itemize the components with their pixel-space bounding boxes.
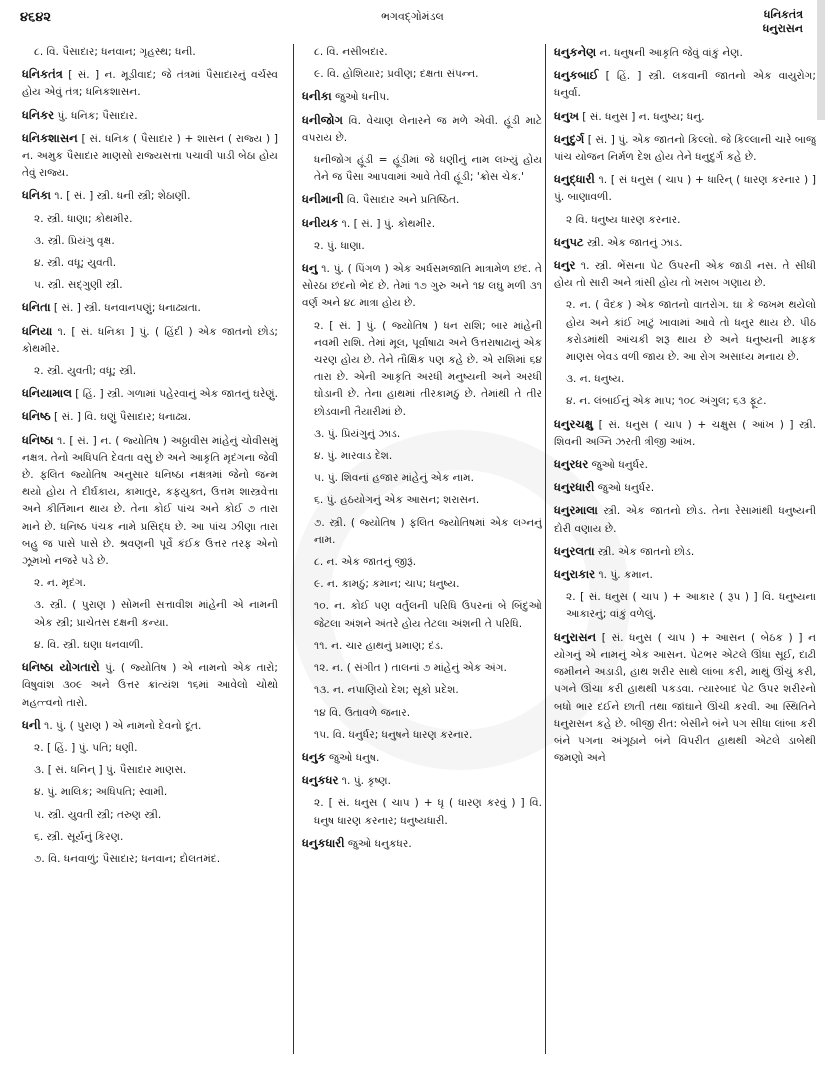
headword: ધનિકતંત્ર bbox=[22, 67, 63, 82]
definition-text: ૧૩. ન. નપાણિયો દેશ; સૂકો પ્રદેશ. bbox=[314, 684, 459, 697]
headword: ધનુરધારી bbox=[554, 480, 595, 495]
headword: ધનિષ્ઠા યોગતારો bbox=[22, 660, 100, 675]
definition-text: જુઓ ધનીપ. bbox=[331, 91, 390, 104]
headword: ધનિષ્ઠા bbox=[22, 432, 54, 447]
entry-sense bbox=[302, 598, 542, 632]
definition-text: જુઓ ધનુર્ધર. bbox=[588, 459, 648, 472]
entry-sense bbox=[302, 515, 542, 549]
headword: ધનિતા bbox=[22, 300, 51, 315]
entry-sense bbox=[22, 44, 278, 61]
entry-sense bbox=[302, 238, 542, 255]
definition-text: ૧. સ્ત્રી. ભેંસના પેટ ઉપરની એક જાડી નસ. તે સીધી હોય તો સારી અને ત્રાંસી હોય તો ખરાબ ગણાય છે. bbox=[554, 260, 816, 290]
entry-sense bbox=[302, 426, 542, 443]
definition-text: [ સં. ] સ્ત્રી. ધનવાનપણું; ધનાઢ્યતા. bbox=[50, 302, 201, 315]
definition-text: ૧૦. ન. કોઈ પણ વર્તુલની પરિધિ ઉપરનાં બે બિંદુઓ જેટલા અંશને અંતરે હોય તેટલા અંશની તે પરિધિ. bbox=[314, 600, 542, 630]
entry-sense bbox=[554, 371, 816, 388]
entry-sense bbox=[302, 727, 542, 744]
definition-text: ૨. ન. મૃદંગ. bbox=[34, 577, 87, 590]
entry-sense bbox=[302, 638, 542, 655]
dictionary-entry bbox=[302, 215, 542, 233]
entry-sense bbox=[302, 660, 542, 677]
definition-text: [ સં. ] પું. એક જાતનો કિલ્લો. જે કિલ્લાની ચારે બાજુ પાંચ યોજન નિર્મળ દેશ હોય તેને ધનુદુર્ગ કહે છે. bbox=[554, 133, 816, 164]
dictionary-entry bbox=[554, 257, 816, 292]
entry-sense bbox=[554, 297, 816, 366]
dictionary-entry bbox=[554, 67, 816, 102]
dictionary-entry bbox=[302, 260, 542, 313]
definition-text: ૯. ન. કામઠું; કમાન; ચાપ; ધનુષ્ય. bbox=[314, 578, 460, 591]
definition-text: ૭. વિ. ધનવાળું; પૈસાદાર; ધનવાન; દોલતમંદ. bbox=[34, 852, 221, 865]
definition-text: [ સં. ] વિ. ઘણું પૈસાદાર; ધનાઢ્ય. bbox=[50, 411, 192, 424]
definition-text: ૭. સ્ત્રી. ( જ્યોતિષ ) ફલિત જ્યોતિષમાં એક લગ્નનું નામ. bbox=[314, 516, 542, 546]
definition-text: ૨. [ હિં. ] પું. પતિ; ધણી. bbox=[34, 741, 138, 754]
definition-text: ૧. [ સં. ] ન. ( જ્યોતિષ ) અઠ્ઠાવીસ માંહેનું ચોવીસમું નક્ષત્ર. તેનો અધિપતિ દેવતા વસુ છે અને આકૃતિ મૃદંગના જેવી છે. ફલિત જ્યોતિષ અનુસાર ધનિષ્ઠા નક્ષત્રમાં જેનો જન્મ થયો હોય તે દીર્ઘકાય, કામાતુર, કફયુક્ત, ઉત્તમ શાસ્ત્રવેત્તા અને કીર્તિમાન થાય છે. તેના કોઈ પાંચ અને કોઈ ૭ તારા માને છે. ધનિષ્ઠ પંચક નામે પ્રસિદ્ધ છે. આ પાંચ ઝીણા તારા બહુ જ પાસે પાસે છે. શ્રવણની પૂર્વે કંઈક ઉત્તર તરફ એનો ઝૂમખો નજરે પડે છે. bbox=[22, 434, 278, 568]
dictionary-entry bbox=[22, 432, 278, 571]
entry-sense bbox=[302, 554, 542, 571]
column-3 bbox=[545, 44, 816, 1054]
definition-text: ૫. સ્ત્રી. સદ્ગુણી સ્ત્રી. bbox=[34, 279, 123, 292]
definition-text: ન. ધનુષની આકૃતિ જેવું વાંકું નેણ. bbox=[596, 47, 743, 59]
definition-text: ૮. વિ. પૈસાદાર; ધનવાન; ગૃહસ્થ; ધની. bbox=[34, 46, 196, 58]
dictionary-entry bbox=[554, 416, 816, 451]
definition-text: ૨. ન. ( વૈદક ) એક જાતનો વાતરોગ. ઘા કે જખમ થયેલો હોય અને કાંઈ ખાટું ખાવામાં આવે તો ધનુર થાય છે. પીઠ કરોડમાંથી આંચકી શરૂ થાય છે અને ધનુષ્યની માફક માણસ બેવડ વળી જાય છે. આ રોગ અસાધ્ય મનાય છે. bbox=[566, 299, 816, 364]
entry-sense bbox=[302, 318, 542, 421]
headword: ધનિયામાલ bbox=[22, 386, 72, 401]
definition-text: ૪. પું. મારવાડ દેશ. bbox=[314, 450, 393, 463]
dictionary-entry bbox=[22, 323, 278, 358]
headword: ધનુ bbox=[302, 261, 318, 276]
definition-text: ૨. [ સં. ધનુસ ( ચાપ ) + ધૃ ( ધારણ કરવું ) ] વિ. ધનુષ ધારણ કરનાર; ધનુષ્યધારી. bbox=[314, 797, 542, 827]
definition-text: ૧૫. વિ. ધનુર્ધર; ધનુષને ધારણ કરનાર. bbox=[314, 728, 473, 741]
definition-text: ૯. વિ. હોશિયાર; પ્રવીણ; દક્ષતા સંપન્ન. bbox=[314, 68, 479, 81]
headword: ધનીયક bbox=[302, 215, 339, 230]
definition-text: ૧. પું. કમાન. bbox=[595, 569, 653, 582]
entry-sense bbox=[302, 576, 542, 593]
entry-sense bbox=[22, 233, 278, 250]
entry-sense bbox=[554, 393, 816, 410]
entry-sense bbox=[22, 851, 278, 868]
definition-text: ૧. પું. કૃષ્ણ. bbox=[338, 775, 392, 788]
dictionary-entry bbox=[302, 191, 542, 209]
dictionary-entry bbox=[22, 717, 278, 735]
dictionary-entry bbox=[22, 187, 278, 205]
dictionary-entry bbox=[554, 108, 816, 126]
headword: ધની bbox=[22, 717, 41, 732]
definition-text: ૨. સ્ત્રી. ધાણા; કોથમીર. bbox=[34, 212, 133, 225]
dictionary-columns bbox=[0, 44, 825, 1064]
dictionary-entry bbox=[554, 44, 816, 62]
dictionary-entry bbox=[302, 112, 542, 147]
entry-sense bbox=[554, 589, 816, 623]
definition-text: ૧. પું. ( પુરાણ ) એ નામનો દેવનો દૂત. bbox=[40, 719, 202, 732]
guide-words bbox=[763, 8, 803, 36]
dictionary-entry bbox=[22, 385, 278, 403]
guide-word-first: ધનિકતંત્ર bbox=[763, 8, 803, 21]
headword: ધનીકા bbox=[302, 89, 332, 104]
entry-sense bbox=[302, 705, 542, 722]
definition-text: ૪. ન. લંબાઈનું એક માપ; ૧૦૮ અંગુલ; ૬૩ ફૂટ. bbox=[566, 395, 767, 408]
dictionary-entry bbox=[22, 66, 278, 101]
entry-sense bbox=[302, 492, 542, 509]
definition-text: ૧. પું. ( પિંગળ ) એક અર્ધસમજાતિ માત્રામેળ છંદ. તે સોરઠા છંદનો ભેદ છે. તેમાં ૧૭ ગુરુ અને ૧૪ લઘુ મળી ૩૧ વર્ણ અને ૪૮ માત્રા હોય છે. bbox=[302, 263, 542, 310]
headword: ધનુકધારી bbox=[302, 835, 345, 850]
headword: ધનિકશાસન bbox=[22, 130, 78, 145]
dictionary-entry bbox=[22, 299, 278, 317]
headword: ધનુકબાઈ bbox=[554, 68, 599, 83]
running-title: ભગવદ્ગોમંડલ bbox=[381, 10, 444, 23]
definition-text: ૩. [ સં. ધનિન્ ] પું. પૈસાદાર માણસ. bbox=[34, 764, 187, 777]
definition-text: ૬. સ્ત્રી. સૂર્યનું કિરણ. bbox=[34, 830, 124, 843]
dictionary-entry bbox=[554, 171, 816, 206]
dictionary-entry bbox=[22, 408, 278, 426]
headword: ધનિકા bbox=[22, 188, 52, 203]
entry-sense bbox=[302, 152, 542, 186]
dictionary-entry bbox=[302, 749, 542, 767]
entry-sense bbox=[302, 44, 542, 61]
entry-sense bbox=[302, 448, 542, 465]
headword: ધનુદુર્ગ bbox=[554, 131, 585, 146]
headword: ધનીમાની bbox=[302, 192, 344, 207]
definition-text: સ્ત્રી. એક જાતનો છોડ. તેના રેસામાંથી ધનુષ્યની દોરી વણાય છે. bbox=[554, 505, 816, 535]
headword: ધનુપટ bbox=[554, 234, 584, 249]
headword: ધનુકધર bbox=[302, 773, 339, 788]
headword: ધનુકનેણ bbox=[554, 45, 597, 59]
headword: ધનુખ bbox=[554, 108, 579, 123]
definition-text: વિ. વેચાણ લેનારને જ મળે એવી. હૂંડી માટે વપરાય છે. bbox=[302, 114, 542, 144]
headword: ધનુરમાલા bbox=[554, 503, 598, 518]
dictionary-entry bbox=[22, 107, 278, 125]
dictionary-entry bbox=[554, 629, 816, 768]
definition-text: જુઓ ધનુષ. bbox=[325, 751, 380, 764]
definition-text: સ્ત્રી. એક જાતનો છોડ. bbox=[594, 545, 695, 558]
dictionary-entry bbox=[554, 566, 816, 584]
page-number: ૪૬૪૨ bbox=[20, 10, 52, 25]
definition-text: ૧૨. ન. ( સંગીત ) તાલનાં ૭ માંહેનું એક અંગ. bbox=[314, 662, 507, 675]
entry-sense bbox=[22, 363, 278, 380]
dictionary-entry bbox=[22, 130, 278, 183]
entry-sense bbox=[22, 784, 278, 801]
dictionary-entry bbox=[302, 772, 542, 790]
definition-text: [ સં. ] ન. મૂડીવાદ; જે તંત્રમાં પૈસાદારનું વર્ચસ્વ હોય એવું તંત્ર; ધનિકશાસન. bbox=[22, 69, 278, 99]
definition-text: ૪. પું. માલિક; અધિપતિ; સ્વામી. bbox=[34, 786, 168, 799]
definition-text: ૪. વિ. સ્ત્રી. ઘણા ધનવાળી. bbox=[34, 638, 144, 651]
guide-word-last: ધનુરાસન bbox=[762, 22, 803, 35]
column-1 bbox=[22, 44, 278, 1054]
headword: ધનીજોગ bbox=[302, 112, 343, 127]
dictionary-entry bbox=[302, 88, 542, 106]
headword: ધનિયા bbox=[22, 323, 53, 338]
headword: ધનિકર bbox=[22, 107, 55, 122]
definition-text: જુઓ ધનુકધર. bbox=[344, 837, 412, 850]
entry-sense bbox=[22, 277, 278, 294]
definition-text: ૧. [ સં. ] સ્ત્રી. ધની સ્ત્રી; શેઠાણી. bbox=[51, 190, 191, 203]
definition-text: ૫. સ્ત્રી. યુવતી સ્ત્રી; તરુણ સ્ત્રી. bbox=[34, 808, 162, 821]
definition-text: જુઓ ધનુર્ધર. bbox=[594, 482, 655, 495]
definition-text: પું. ( જ્યોતિષ ) એ નામનો એક તારો; વિષુવાંશ ૩૦૯ અને ઉત્તર ક્રાંત્યંશ ૧૬માં આવેલો ચોથો મહત્ત્વનો તારો. bbox=[22, 662, 278, 709]
definition-text: ધનીજોગ હૂંડી = હૂંડીમાં જે ધણીનું નામ લખ્યું હોય તેને જ પૈસા આપવામાં આવે તેવી હૂંડી; 'ક્રોસ ચેક.' bbox=[314, 154, 542, 184]
headword: ધનુરાકાર bbox=[554, 567, 596, 582]
definition-text: ૧. [ સં. ધનિકા ] પું. ( હિંદી ) એક જાતનો છોડ; કોથમીર. bbox=[22, 325, 278, 355]
headword: ધનુરધર bbox=[554, 457, 589, 472]
definition-text: વિ. પૈસાદાર અને પ્રતિષ્ઠિત. bbox=[343, 194, 460, 207]
definition-text: ૩. પું. પ્રિયંગુનું ઝાડ. bbox=[314, 427, 401, 440]
entry-sense bbox=[22, 255, 278, 272]
dictionary-entry bbox=[554, 479, 816, 497]
definition-text: પું. ધનિક; પૈસાદાર. bbox=[54, 109, 138, 122]
dictionary-entry bbox=[554, 456, 816, 474]
definition-text: ૨ વિ. ધનુષ્ય ધારણ કરનાર. bbox=[566, 213, 681, 226]
headword: ધનિષ્ઠ bbox=[22, 409, 51, 424]
entry-sense bbox=[302, 470, 542, 487]
definition-text: ૬. પું. હઠયોગનું એક આસન; શરાસન. bbox=[314, 494, 480, 507]
entry-sense bbox=[22, 597, 278, 631]
entry-sense bbox=[22, 762, 278, 779]
headword: ધનુર bbox=[554, 258, 576, 273]
definition-text: ૨. [ સં. ધનુસ ( ચાપ ) + આકાર ( રૂપ ) ] વિ. ધનુષ્યના આકારનું; વાંકું વળેલું. bbox=[566, 591, 816, 621]
entry-sense bbox=[554, 212, 816, 229]
definition-text: ૧૪ વિ. ઉતાવળે જનાર. bbox=[314, 706, 411, 719]
definition-text: ૧. [ સં ધનુસ ( ચાપ ) + ધારિન્ ( ધારણ કરનાર ) ] પું. બાણાવળી. bbox=[554, 174, 816, 204]
definition-text: [ હિં. ] સ્ત્રી. લકવાની જાતનો એક વાયુરોગ; ધનુર્વા. bbox=[554, 70, 816, 100]
definition-text: ૮. વિ. નસીબદાર. bbox=[314, 46, 388, 58]
definition-text: ૫. પું. શિવનાં હજાર માંહેનું એક નામ. bbox=[314, 472, 475, 485]
dictionary-entry bbox=[554, 234, 816, 252]
entry-sense bbox=[22, 829, 278, 846]
definition-text: ૪. સ્ત્રી. વધૂ; યુવતી. bbox=[34, 257, 117, 270]
definition-text: [ સં. ધનુસ ( ચાપ ) + ચક્ષુસ ( આંખ ) ] સ્ત્રી. શિવની અગ્નિ ઝરતી ત્રીજી આંખ. bbox=[554, 418, 816, 448]
entry-sense bbox=[302, 66, 542, 83]
dictionary-entry bbox=[554, 131, 816, 166]
entry-sense bbox=[22, 637, 278, 654]
page-header bbox=[0, 0, 825, 42]
entry-sense bbox=[22, 740, 278, 757]
entry-sense bbox=[302, 795, 542, 829]
definition-text: ૧. [ સં. ] પું. કોથમીર. bbox=[338, 217, 436, 230]
definition-text: સ્ત્રી. એક જાતનું ઝાડ. bbox=[583, 236, 683, 249]
definition-text: ૨. પું. ધાણા. bbox=[314, 239, 365, 252]
definition-text: ૩. સ્ત્રી. પ્રિયંગુ વૃક્ષ. bbox=[34, 234, 115, 247]
dictionary-entry bbox=[554, 502, 816, 537]
dictionary-entry bbox=[554, 543, 816, 561]
headword: ધનુદ્ધારી bbox=[554, 172, 595, 187]
entry-sense bbox=[22, 575, 278, 592]
definition-text: ૨. સ્ત્રી. યુવતી; વધૂ; સ્ત્રી. bbox=[34, 365, 137, 378]
entry-sense bbox=[22, 211, 278, 228]
headword: ધનુરાસન bbox=[554, 629, 597, 644]
definition-text: ૨. [ સં. ] પું. ( જ્યોતિષ ) ધન રાશિ; બાર માંહેની નવમી રાશિ. તેમાં મૂલ, પૂર્વાષાઢા અને ઉત્તરાષાઢાનું એક ચરણ હોય છે. તેને તૌક્ષિક પણ કહે છે. એ રાશિમાં ૬૪ તારા છે. એની આકૃતિ અરધી મનુષ્યની અને અરધી ઘોડાની છે. તેના હાથમાં તીરકામઠું છે. તેમાંથી તે તીર છોડવાની તૈયારીમાં છે. bbox=[314, 319, 542, 418]
column-2 bbox=[293, 44, 542, 1054]
definition-text: ૩. ન. ધનુષ્ય. bbox=[566, 373, 625, 386]
definition-text: [ હિં. ] સ્ત્રી. ગળામાં પહેરવાનું એક જાતનું ઘરેણું. bbox=[71, 388, 278, 401]
definition-text: ૧૧. ન. ચાર હાથનું પ્રમાણ; દંડ. bbox=[314, 639, 444, 652]
dictionary-entry bbox=[302, 835, 542, 853]
definition-text: ૩. સ્ત્રી. ( પુરાણ ) સોમની સત્તાવીશ માંહેની એ નામની એક સ્ત્રી; પ્રાચેતસ દક્ષની કન્યા. bbox=[34, 599, 278, 629]
headword: ધનુરચક્ષુ bbox=[554, 416, 593, 431]
definition-text: [ સં. ધનુસ ] ન. ધનુષ્ય; ધનુ. bbox=[578, 110, 705, 123]
definition-text: [ સં. ધનુસ ( ચાપ ) + આસન ( બેઠક ) ] ન યોગનું એ નામનું એક આસન. પેટભર એટલે ઊંધા સૂઈ, દાઢી જમીનને અડાડી, હાથ શરીર સાથે લાંબા કરી, માથું ઊંચું કરી, પગને ઊંચા કરી હાથથી પકડવા. ત્યારબાદ પેટ ઉપર શરીરનો બધો ભાર દઈને છાતી તથા જાંઘાને ઊંચી કરવી. આ સ્થિતિને ધનુરાસન કહે છે. બીજી રીત: બેસીને બંને પગ સીધા લાંબા કરી બંને પગના અંગૂઠાને બંને વિપરીત હાથથી એટલે ડાબેથી જમણો અને bbox=[554, 631, 816, 765]
dictionary-entry bbox=[22, 659, 278, 712]
entry-sense bbox=[22, 807, 278, 824]
entry-sense bbox=[302, 682, 542, 699]
definition-text: [ સં. ધનિક ( પૈસાદાર ) + શાસન ( રાજ્ય ) ] ન. અમુક પૈસાદાર માણસો રાજ્યસત્તા પચાવી પાડી બેઠા હોય તેવું રાજ્ય. bbox=[22, 132, 278, 180]
headword: ધનુક bbox=[302, 749, 326, 764]
headword: ધનુરલતા bbox=[554, 543, 595, 558]
definition-text: ૮. ન. એક જાતનું જીરૂં. bbox=[314, 556, 417, 569]
